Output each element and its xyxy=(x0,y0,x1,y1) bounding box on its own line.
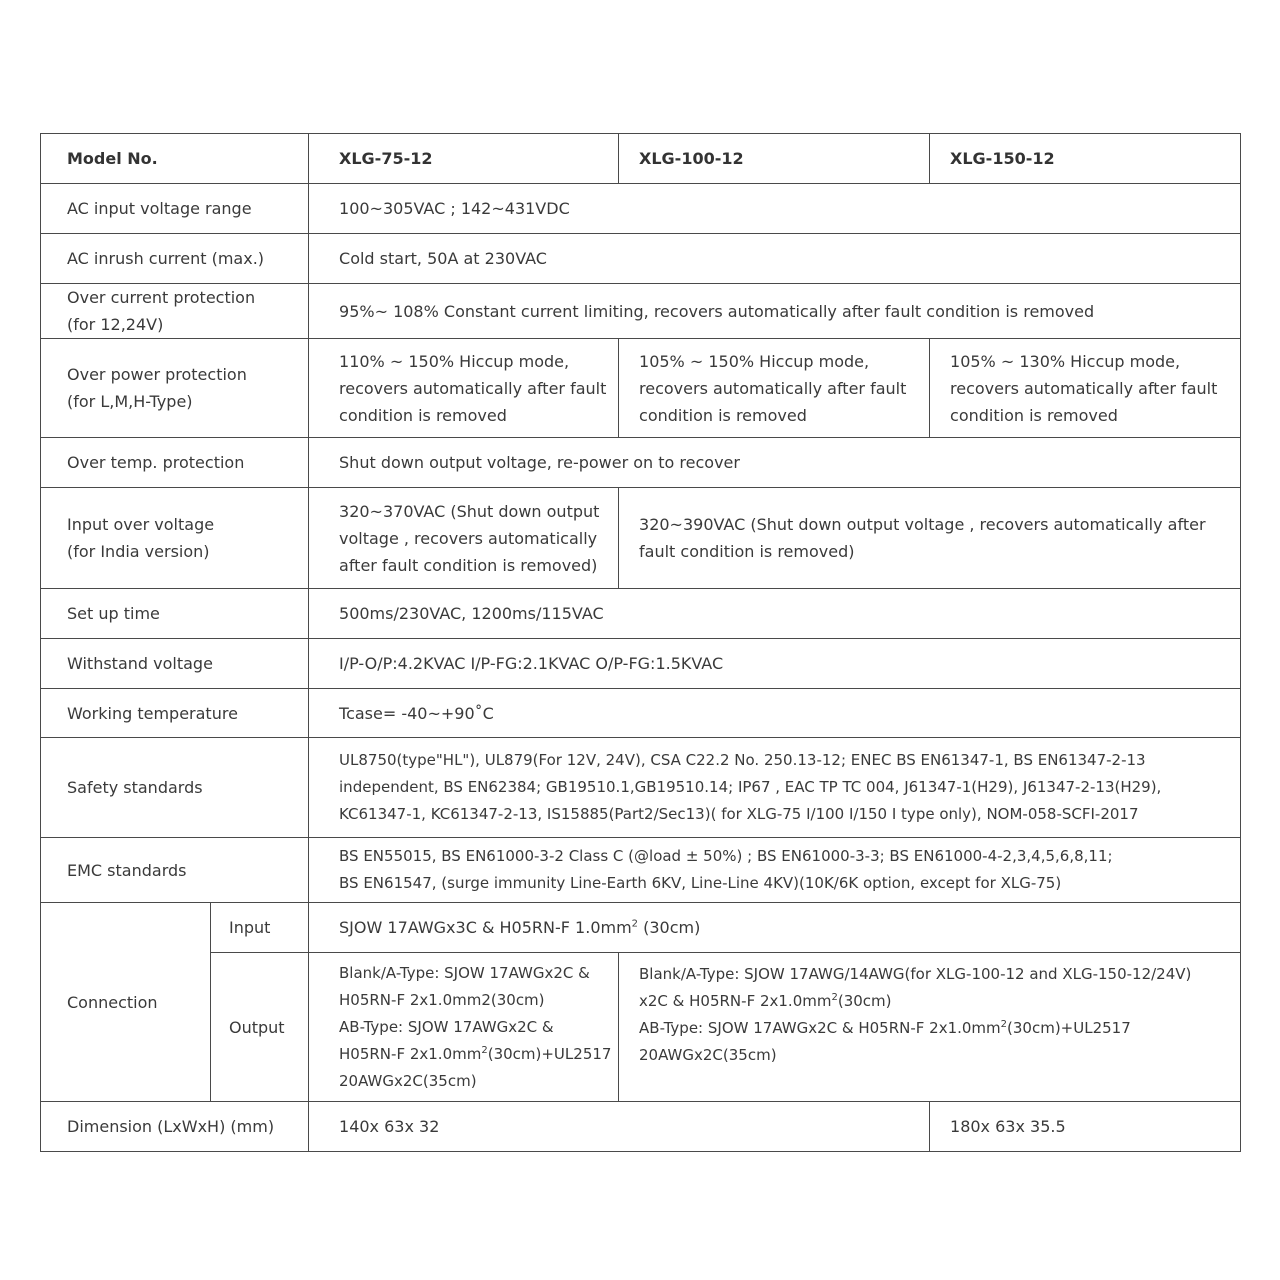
model-xlg-100: XLG-100-12 xyxy=(619,134,930,184)
outrest-line1: Blank/A-Type: SJOW 17AWG/14AWG(for XLG-100-12 and XLG-150-12/24V) xyxy=(639,965,1192,983)
row-setup xyxy=(41,589,1241,639)
iov-rest-line2: fault condition is removed) xyxy=(639,542,855,561)
out75-line3: AB-Type: SJOW 17AWGx2C & xyxy=(339,1017,554,1036)
safety-line2: independent, BS EN62384; GB19510.1,GB19510.14; IP67 , EAC TP TC 004, J61347-1(H29), J61347-2-13(H29), xyxy=(339,778,1162,796)
header-row xyxy=(41,134,1241,184)
connection-input-value xyxy=(309,903,1241,953)
withstand-label: Withstand voltage xyxy=(41,639,309,689)
row-emc xyxy=(41,838,1241,903)
row-connection-input xyxy=(41,903,1241,953)
input-value-b: (30cm) xyxy=(638,918,701,937)
opp-100-line3: condition is removed xyxy=(639,405,807,425)
inrush-label: AC inrush current (max.) xyxy=(41,234,309,284)
connection-output-75 xyxy=(309,953,619,1102)
opp-label xyxy=(41,339,309,438)
ocp-label-line1: Over current protection xyxy=(67,288,256,307)
outrest-line4: 20AWGx2C(35cm) xyxy=(639,1046,777,1064)
row-safety xyxy=(41,738,1241,838)
model-xlg-150: XLG-150-12 xyxy=(930,134,1241,184)
opp-label-line1: Over power protection xyxy=(67,365,247,384)
otp-label: Over temp. protection xyxy=(41,438,309,488)
dimension-value-b: 180x 63x 35.5 xyxy=(930,1102,1241,1152)
opp-150-line3: condition is removed xyxy=(950,405,1118,425)
ac-input-value: 100~305VAC ; 142~431VDC xyxy=(309,184,1241,234)
opp-100-line1: 105% ~ 150% Hiccup mode, xyxy=(639,351,870,371)
row-dimension xyxy=(41,1102,1241,1152)
opp-label-line2: (for L,M,H-Type) xyxy=(67,392,193,411)
row-opp xyxy=(41,339,1241,438)
safety-line1: UL8750(type"HL"), UL879(For 12V, 24V), CSA C22.2 No. 250.13-12; ENEC BS EN61347-1, BS EN61347-2-13 xyxy=(339,751,1146,769)
outrest-l3a: AB-Type: SJOW 17AWGx2C & H05RN-F 2x1.0mm xyxy=(639,1019,1001,1037)
inrush-value: Cold start, 50A at 230VAC xyxy=(309,234,1241,284)
model-no-label: Model No. xyxy=(41,134,309,184)
connection-label: Connection xyxy=(41,903,211,1102)
emc-value xyxy=(309,838,1241,903)
connection-output-label: Output xyxy=(211,953,309,1102)
out75-line1: Blank/A-Type: SJOW 17AWGx2C & xyxy=(339,963,590,982)
out75-line5: 20AWGx2C(35cm) xyxy=(339,1071,477,1090)
ocp-label-line2: (for 12,24V) xyxy=(67,315,164,334)
working-temp-value: Tcase= -40~+90˚C xyxy=(309,689,1241,738)
out75-l4a: H05RN-F 2x1.0mm xyxy=(339,1044,482,1063)
emc-line2: BS EN61547, (surge immunity Line-Earth 6KV, Line-Line 4KV)(10K/6K option, except for XLG-75) xyxy=(339,874,1062,892)
iov-75-line2: voltage , recovers automatically xyxy=(339,528,598,548)
iov-value-rest xyxy=(619,488,1241,589)
safety-label: Safety standards xyxy=(41,738,309,838)
outrest-l2b: (30cm) xyxy=(837,992,892,1010)
iov-rest-line1: 320~390VAC (Shut down output voltage , recovers automatically after xyxy=(639,515,1206,534)
dimension-label: Dimension (LxWxH) (mm) xyxy=(41,1102,309,1152)
spec-table xyxy=(40,133,1241,1152)
row-connection-output xyxy=(41,953,1241,1102)
outrest-l3sup: 2 xyxy=(1000,1019,1008,1030)
otp-value: Shut down output voltage, re-power on to recover xyxy=(309,438,1241,488)
row-working-temp xyxy=(41,689,1241,738)
iov-75-line1: 320~370VAC (Shut down output xyxy=(339,501,600,521)
emc-line1: BS EN55015, BS EN61000-3-2 Class C (@load ± 50%) ; BS EN61000-3-3; BS EN61000-4-2,3,4,5,6,8,11; xyxy=(339,847,1113,865)
withstand-value: I/P-O/P:4.2KVAC I/P-FG:2.1KVAC O/P-FG:1.5KVAC xyxy=(309,639,1241,689)
out75-l4sup: 2 xyxy=(481,1044,488,1056)
opp-150-line1: 105% ~ 130% Hiccup mode, xyxy=(950,351,1181,371)
connection-input-label: Input xyxy=(211,903,309,953)
emc-label: EMC standards xyxy=(41,838,309,903)
model-xlg-75: XLG-75-12 xyxy=(309,134,619,184)
out75-line2: H05RN-F 2x1.0mm2(30cm) xyxy=(339,990,545,1009)
outrest-line2 xyxy=(639,988,1240,1015)
outrest-l3b: (30cm)+UL2517 xyxy=(1007,1019,1131,1037)
safety-line3: KC61347-1, KC61347-2-13, IS15885(Part2/Sec13)( for XLG-75 I/100 I/150 I type only), NOM-058-SCFI-2017 xyxy=(339,805,1139,823)
row-withstand xyxy=(41,639,1241,689)
opp-75-line2: recovers automatically after fault xyxy=(339,378,607,398)
row-otp xyxy=(41,438,1241,488)
dimension-value-a: 140x 63x 32 xyxy=(309,1102,930,1152)
working-temp-label: Working temperature xyxy=(41,689,309,738)
row-ac-input xyxy=(41,184,1241,234)
ocp-label xyxy=(41,284,309,339)
setup-value: 500ms/230VAC, 1200ms/115VAC xyxy=(309,589,1241,639)
setup-label: Set up time xyxy=(41,589,309,639)
opp-value-75 xyxy=(309,339,619,438)
iov-value-75 xyxy=(309,488,619,589)
opp-150-line2: recovers automatically after fault xyxy=(950,378,1218,398)
safety-value xyxy=(309,738,1241,838)
input-value-a: SJOW 17AWGx3C & H05RN-F 1.0mm xyxy=(339,918,632,937)
iov-label-line2: (for India version) xyxy=(67,542,210,561)
row-ocp xyxy=(41,284,1241,339)
outrest-line3 xyxy=(639,1015,1240,1042)
opp-100-line2: recovers automatically after fault xyxy=(639,378,907,398)
outrest-l2a: x2C & H05RN-F 2x1.0mm xyxy=(639,992,832,1010)
ocp-value: 95%~ 108% Constant current limiting, recovers automatically after fault condition is removed xyxy=(309,284,1241,339)
connection-output-rest xyxy=(619,953,1241,1102)
opp-75-line3: condition is removed xyxy=(339,405,507,425)
opp-value-100 xyxy=(619,339,930,438)
row-inrush xyxy=(41,234,1241,284)
iov-label-line1: Input over voltage xyxy=(67,515,215,534)
out75-line4 xyxy=(339,1041,618,1068)
opp-75-line1: 110% ~ 150% Hiccup mode, xyxy=(339,351,570,371)
ac-input-label: AC input voltage range xyxy=(41,184,309,234)
outrest-l2sup: 2 xyxy=(831,992,838,1003)
input-value-sup: 2 xyxy=(631,918,639,930)
out75-l4b: (30cm)+UL2517 xyxy=(487,1044,612,1063)
opp-value-150 xyxy=(930,339,1241,438)
iov-label xyxy=(41,488,309,589)
row-iov xyxy=(41,488,1241,589)
iov-75-line3: after fault condition is removed) xyxy=(339,555,598,575)
